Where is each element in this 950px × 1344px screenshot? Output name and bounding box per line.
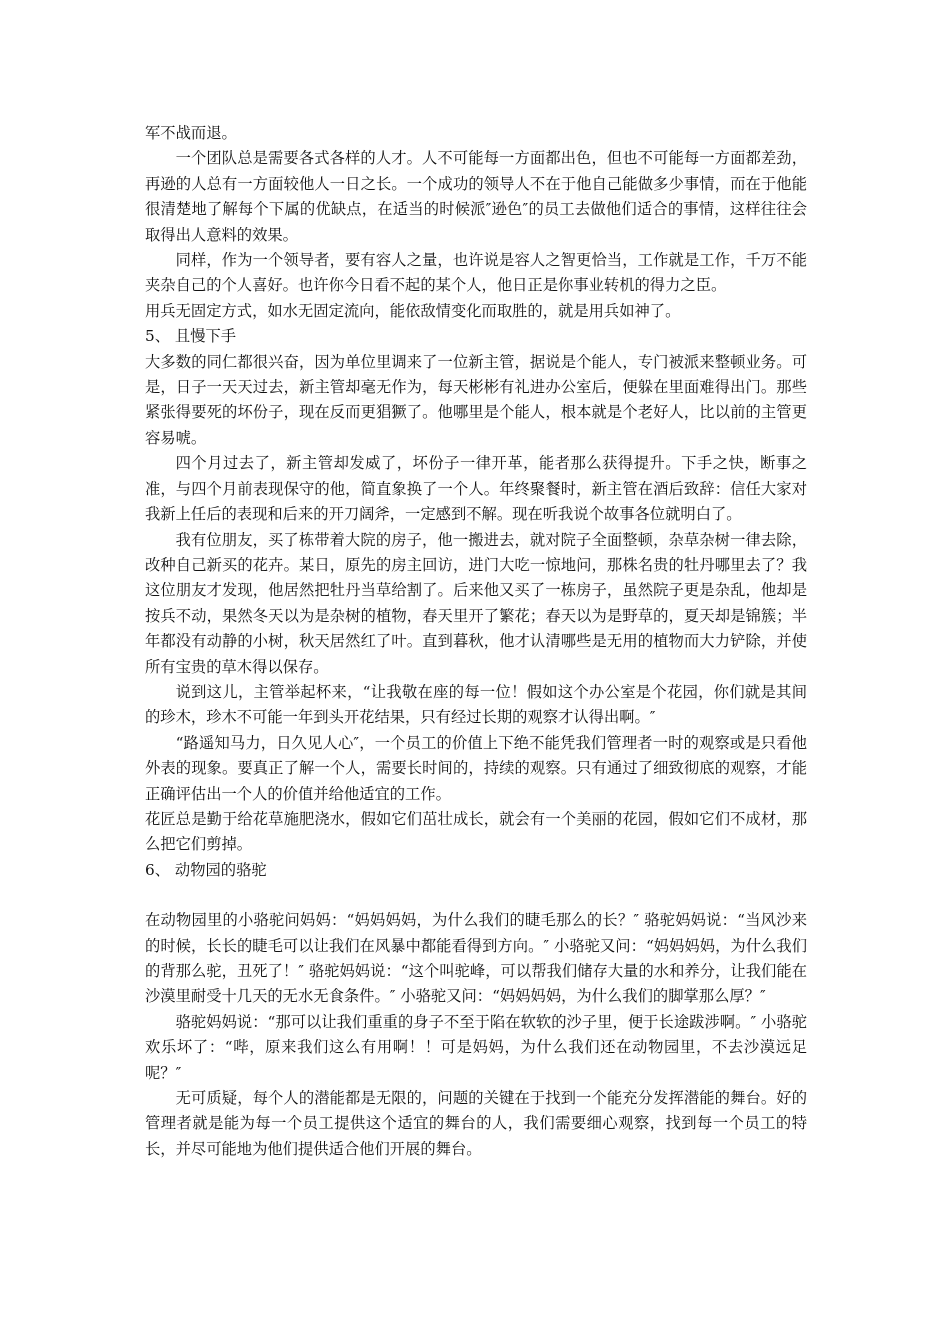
paragraph: 在动物园里的小骆驼问妈妈：“妈妈妈妈，为什么我们的睫毛那么的长？″ 骆驼妈妈说：“当风沙来的时候，长长的睫毛可以让我们在风暴中都能看得到方向。″ 小骆驼又问：“妈妈妈妈，为什么我们的背那么驼，丑死了！″ 骆驼妈妈说：“这个叫驼峰，可以帮我们储存大量的水和养分，让我们能在沙漠里耐受十几天的无水无食条件。″ 小骆驼又问：“妈妈妈妈，为什么我们的脚掌那么厚？″ [145, 911, 807, 1006]
section-heading-5: 5、 且慢下手 [145, 327, 237, 346]
document-page [145, 121, 807, 1162]
paragraph: 无可质疑，每个人的潜能都是无限的，问题的关键在于找到一个能充分发挥潜能的舞台。好的管理者就是能为每一个员工提供这个适宜的舞台的人，我们需要细心观察，找到每一个员工的特长，并尽可能地为他们提供适合他们开展的舞台。 [145, 1089, 807, 1158]
paragraph: 四个月过去了，新主管却发威了，坏份子一律开革，能者那么获得提升。下手之快，断事之准，与四个月前表现保守的他，简直象换了一个人。年终聚餐时，新主管在酒后致辞：信任大家对我新上任后的表现和后来的开刀阔斧，一定感到不解。现在听我说个故事各位就明白了。 [145, 454, 807, 524]
paragraph: 说到这儿，主管举起杯来，“让我敬在座的每一位！假如这个办公室是个花园，你们就是其间的珍木，珍木不可能一年到头开花结果，只有经过长期的观察才认得出啊。″ [145, 682, 807, 727]
paragraph: 用兵无固定方式，如水无固定流向，能依敌情变化而取胜的，就是用兵如神了。 [145, 301, 681, 320]
paragraph: 军不战而退。 [145, 124, 237, 142]
paragraph: 大多数的同仁都很兴奋，因为单位里调来了一位新主管，据说是个能人，专门被派来整顿业务。可是，日子一天天过去，新主管却毫无作为，每天彬彬有礼进办公室后，便躲在里面难得出门。那些紧张得要死的坏份子，现在反而更猖獗了。他哪里是个能人，根本就是个老好人，比以前的主管更容易唬。 [145, 352, 807, 447]
paragraph: “路遥知马力，日久见人心″，一个员工的价值上下绝不能凭我们管理者一时的观察或是只看他外表的现象。要真正了解一个人，需要长时间的，持续的观察。只有通过了细致彻底的观察，才能正确评估出一个人的价值并给他适宜的工作。 [145, 733, 807, 803]
paragraph: 一个团队总是需要各式各样的人才。人不可能每一方面都出色，但也不可能每一方面都差劲，再逊的人总有一方面较他人一日之长。一个成功的领导人不在于他自己能做多少事情，而在于他能很清楚地了解每个下属的优缺点，在适当的时候派″逊色″的员工去做他们适合的事情，这样往往会取得出人意料的效果。 [145, 149, 807, 244]
blank-line [145, 883, 807, 908]
paragraph: 花匠总是勤于给花草施肥浇水，假如它们茁壮成长，就会有一个美丽的花园，假如它们不成材，那么把它们剪掉。 [145, 809, 807, 854]
paragraph: 我有位朋友，买了栋带着大院的房子，他一搬进去，就对院子全面整顿，杂草杂树一律去除，改种自己新买的花卉。某日，原先的房主回访，进门大吃一惊地问，那株名贵的牡丹哪里去了？我这位朋友才发现，他居然把牡丹当草给割了。后来他又买了一栋房子，虽然院子更是杂乱，他却是按兵不动，果然冬天以为是杂树的植物，春天里开了繁花；春天以为是野草的，夏天却是锦簇；半年都没有动静的小树，秋天居然红了叶。直到暮秋，他才认清哪些是无用的植物而大力铲除，并使所有宝贵的草木得以保存。 [145, 530, 807, 676]
section-heading-6: 6、 动物园的骆驼 [145, 860, 267, 879]
paragraph: 骆驼妈妈说：“那可以让我们重重的身子不至于陷在软软的沙子里，便于长途跋涉啊。″ 小骆驼欢乐坏了：“哔，原来我们这么有用啊！！可是妈妈，为什么我们还在动物园里，不去沙漠远足呢？″ [145, 1012, 807, 1082]
paragraph: 同样，作为一个领导者，要有容人之量，也许说是容人之智更恰当，工作就是工作，千万不能夹杂自己的个人喜好。也许你今日看不起的某个人，他日正是你事业转机的得力之臣。 [145, 251, 807, 295]
